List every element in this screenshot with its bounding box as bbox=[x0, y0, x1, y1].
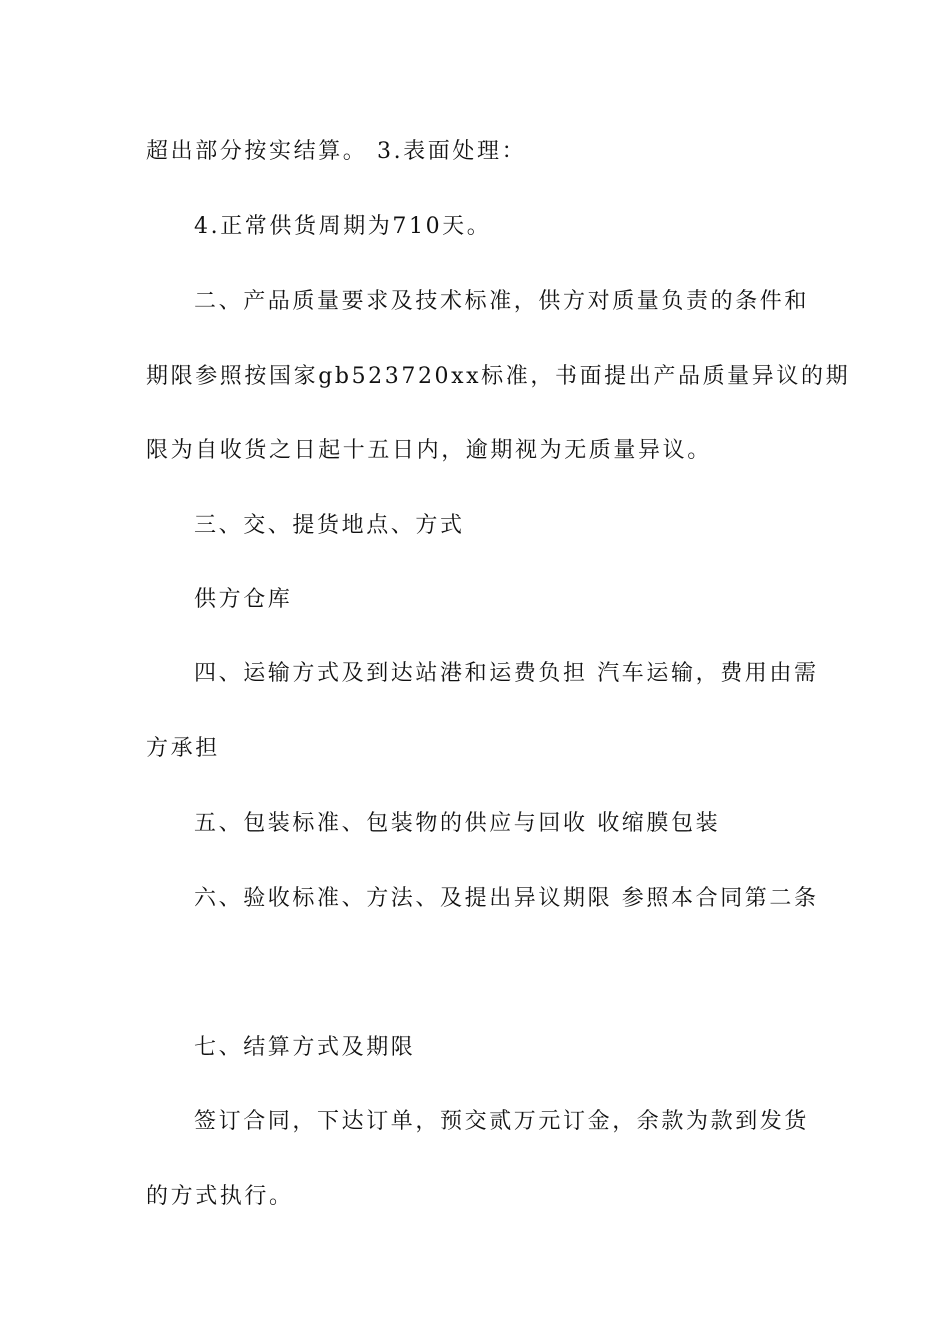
text-line-1: 超出部分按实结算。 3.表面处理： bbox=[146, 139, 527, 164]
text-line-14: 的方式执行。 bbox=[146, 1184, 294, 1209]
section-3-heading: 三、交、提货地点、方式 bbox=[194, 513, 465, 538]
text-line-5: 限为自收货之日起十五日内，逾期视为无质量异议。 bbox=[146, 438, 712, 463]
text-line-2: 4.正常供货周期为710天。 bbox=[194, 214, 492, 239]
text-line-9: 方承担 bbox=[146, 736, 220, 761]
section-4-heading: 四、运输方式及到达站港和运费负担 汽车运输，费用由需 bbox=[194, 661, 819, 686]
section-7-heading: 七、结算方式及期限 bbox=[194, 1035, 416, 1060]
section-2-heading: 二、产品质量要求及技术标准，供方对质量负责的条件和 bbox=[194, 289, 810, 314]
text-line-13: 签订合同，下达订单，预交贰万元订金，余款为款到发货 bbox=[194, 1109, 810, 1134]
text-line-7: 供方仓库 bbox=[194, 587, 293, 612]
section-5-heading: 五、包装标准、包装物的供应与回收 收缩膜包装 bbox=[194, 811, 721, 836]
text-line-4: 期限参照按国家gb523720xx标准，书面提出产品质量异议的期 bbox=[146, 364, 851, 389]
section-6-heading: 六、验收标准、方法、及提出异议期限 参照本合同第二条 bbox=[194, 886, 819, 911]
